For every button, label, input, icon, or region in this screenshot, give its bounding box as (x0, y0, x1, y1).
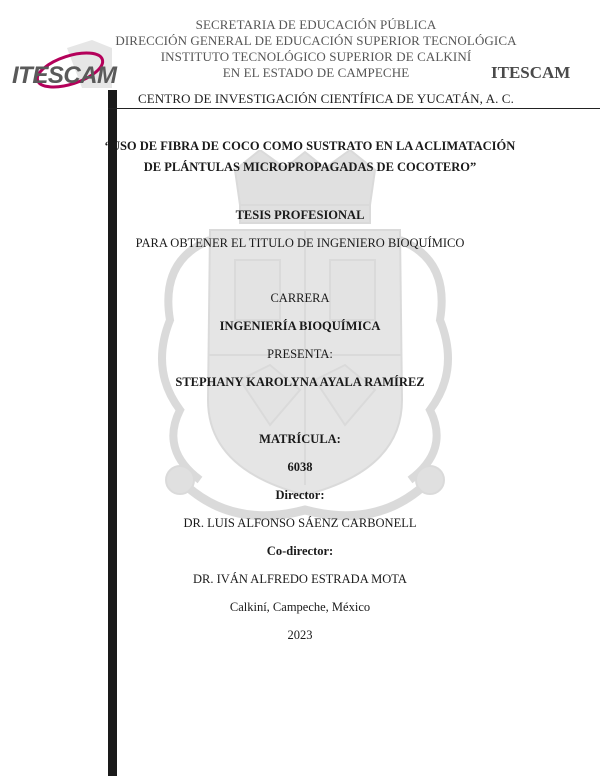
header-line-3: INSTITUTO TECNOLÓGICO SUPERIOR DE CALKINÍ (160, 49, 472, 64)
header-line-4: EN EL ESTADO DE CAMPECHE (222, 65, 410, 80)
thesis-purpose: PARA OBTENER EL TITULO DE INGENIERO BIOQUÍMICO (135, 236, 465, 250)
career-label: CARRERA (270, 291, 330, 305)
year: 2023 (287, 628, 313, 642)
director-name: DR. LUIS ALFONSO SÁENZ CARBONELL (183, 516, 417, 530)
presents-label: PRESENTA: (267, 347, 333, 361)
header-line-1: SECRETARIA DE EDUCACIÓN PÚBLICA (195, 17, 437, 32)
logo-text: ITESCAM (12, 62, 117, 89)
header-line-2: DIRECCIÓN GENERAL DE EDUCACIÓN SUPERIOR TECNOLÓGICA (115, 33, 517, 48)
codirector-label: Co-director: (266, 544, 334, 558)
director-label: Director: (275, 488, 325, 502)
author-name: STEPHANY KAROLYNA AYALA RAMÍREZ (175, 375, 425, 389)
place: Calkiní, Campeche, México (229, 600, 371, 614)
career-name: INGENIERÍA BIOQUÍMICA (219, 319, 381, 333)
horizontal-divider (108, 108, 600, 109)
research-center-name: CENTRO DE INVESTIGACIÓN CIENTÍFICA DE YUCATÁN, A. C. (138, 91, 514, 106)
matricula-label: MATRÍCULA: (259, 432, 341, 446)
thesis-type: TESIS PROFESIONAL (235, 208, 365, 222)
codirector-name: DR. IVÁN ALFREDO ESTRADA MOTA (193, 572, 407, 586)
thesis-title: “USO DE FIBRA DE COCO COMO SUSTRATO EN LA ACLIMATACIÓN DE PLÁNTULAS MICROPROPAGADAS DE COCOTERO” (104, 139, 516, 174)
matricula-value: 6038 (287, 460, 313, 474)
itescam-header-label: ITESCAM (491, 63, 571, 82)
